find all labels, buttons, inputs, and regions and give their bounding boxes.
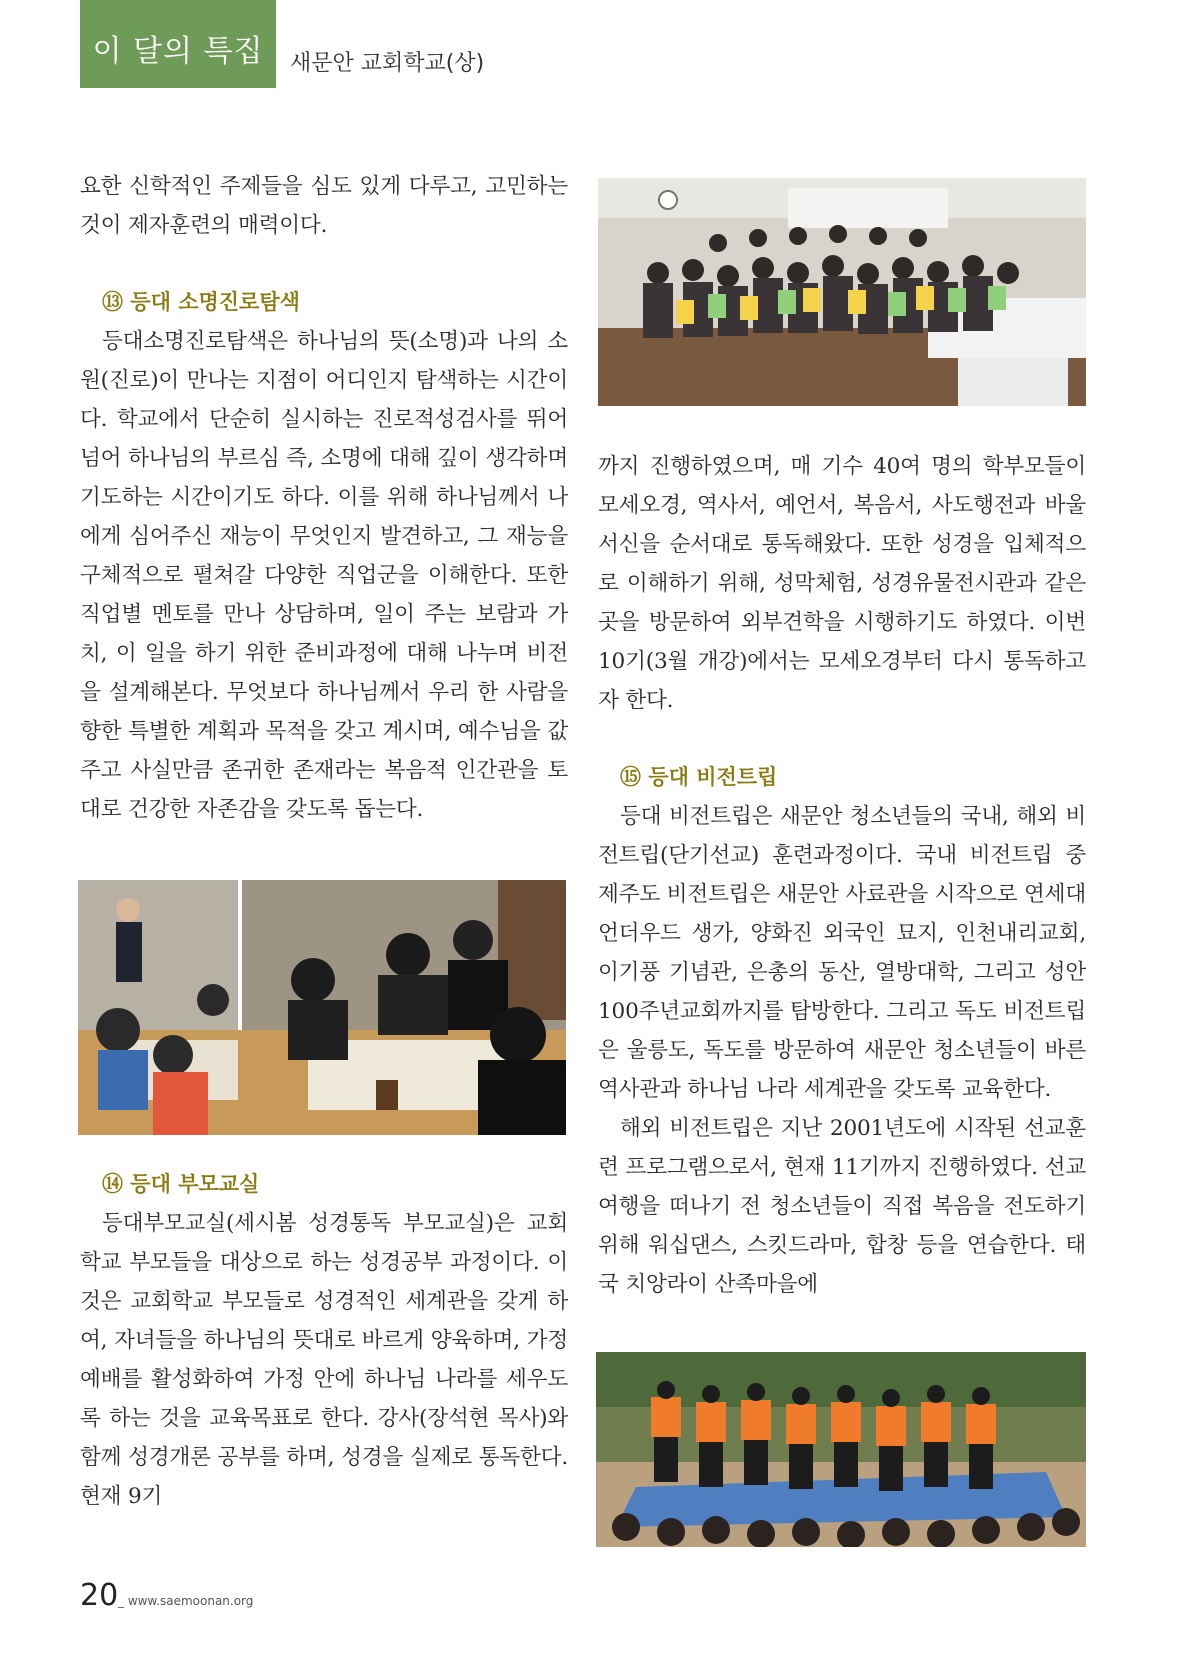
page-number: 20 — [80, 1578, 119, 1613]
section-15-body-2: 해외 비전트립은 지난 2001년도에 시작된 선교훈련 프로그램으로서, 현재 11기까지 진행하였다. 선교여행을 떠나기 전 청소년들이 직접 복음을 전도하기 위해 워십댄스, 스킷드라마, 합창 등을 연습한다. 태국 치앙라이 산족마을에 — [598, 1116, 1086, 1297]
right-column-text — [598, 447, 1086, 1304]
article-subtitle: 새문안 교회학교(상) — [290, 51, 485, 76]
section-15-body-1: 등대 비전트립은 새문안 청소년들의 국내, 해외 비전트립(단기선교) 훈련과정이다. 국내 비전트립 중 제주도 비전트립은 새문안 사료관을 시작으로 연세대 언더우드 생가, 양화진 외국인 묘지, 인천내리교회, 이기풍 기념관, 은총의 동산, 열방대학, 그리고 성안100주년교회까지를 탐방한다. 그리고 독도 비전트립은 울릉도, 독도를 방문하여 새문안 청소년들이 바른 역사관과 하나님 나라 세계관을 갖도록 교육한다. — [598, 804, 1086, 1102]
photo-mentoring-session — [78, 880, 566, 1135]
left-column-top — [80, 167, 568, 829]
section-13-title: ⑬ 등대 소명진로탐색 — [102, 290, 300, 314]
section-14-body: 등대부모교실(세시봄 성경통독 부모교실)은 교회학교 부모들을 대상으로 하는 성경공부 과정이다. 이것은 교회학교 부모들로 성경적인 세계관을 갖게 하여, 자녀들을 하나님의 뜻대로 바르게 양육하며, 가정예배를 활성화하여 가정 안에 하나님 나라를 세우도록 하는 것을 교육목표로 한다. 강사(장석현 목사)와 함께 성경개론 공부를 하며, 성경을 실제로 통독한다. 현재 9기 — [80, 1211, 568, 1509]
section-14-title: ⑭ 등대 부모교실 — [102, 1172, 260, 1196]
intro-paragraph: 요한 신학적인 주제들을 심도 있게 다루고, 고민하는 것이 제자훈련의 매력이다. — [80, 174, 568, 238]
section-15-title: ⑮ 등대 비전트립 — [620, 765, 778, 789]
section-label-tab — [80, 0, 276, 88]
section-14-continued: 까지 진행하였으며, 매 기수 40여 명의 학부모들이 모세오경, 역사서, 예언서, 복음서, 사도행전과 바울서신을 순서대로 통독해왔다. 또한 성경을 입체적으로 이해하기 위해, 성막체험, 성경유물전시관과 같은 곳을 방문하여 외부견학을 시행하기도 하였다. 이번 10기(3월 개강)에서는 모세오경부터 다시 통독하고자 한다. — [598, 454, 1086, 713]
section-13-body: 등대소명진로탐색은 하나님의 뜻(소명)과 나의 소원(진로)이 만나는 지점이 어디인지 탐색하는 시간이다. 학교에서 단순히 실시하는 진로적성검사를 뛰어넘어 하나님의 부르심 즉, 소명에 대해 깊이 생각하며 기도하는 시간이기도 하다. 이를 위해 하나님께서 나에게 심어주신 재능이 무엇인지 발견하고, 그 재능을 구체적으로 펼쳐갈 다양한 직업군을 이해한다. 또한 직업별 멘토를 만나 상담하며, 일이 주는 보람과 가치, 이 일을 하기 위한 준비과정에 대해 나누며 비전을 설계해본다. 무엇보다 하나님께서 우리 한 사람을 향한 특별한 계획과 목적을 갖고 계시며, 예수님을 값 주고 사실만큼 존귀한 존재라는 복음적 인간관을 토대로 건강한 자존감을 갖도록 돕는다. — [80, 329, 568, 822]
left-column-bottom — [80, 1165, 568, 1516]
photo-vision-trip-dance — [596, 1352, 1086, 1547]
section-label: 이 달의 특집 — [92, 34, 264, 69]
footer-url: _ www.saemoonan.org — [118, 1594, 254, 1608]
photo-parents-class-group — [598, 178, 1086, 406]
